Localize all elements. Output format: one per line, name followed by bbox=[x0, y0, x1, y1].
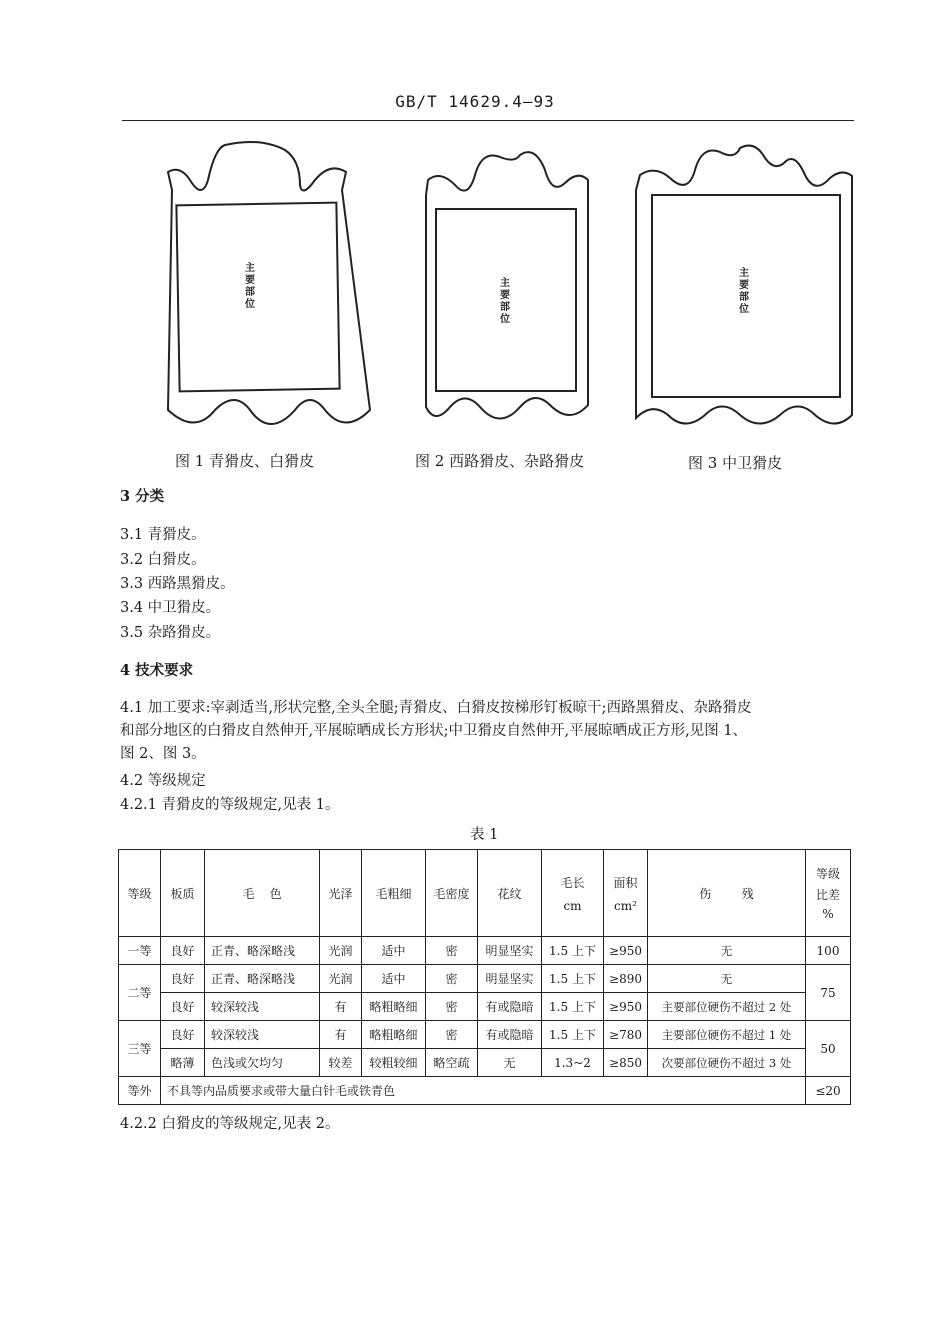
grade-cell: 三等 bbox=[119, 1021, 161, 1077]
board-cell: 良好 bbox=[161, 993, 205, 1021]
header-length-label: 毛长 bbox=[560, 875, 585, 890]
header-area bbox=[604, 850, 648, 937]
area-cell: ≥780 bbox=[604, 1021, 648, 1049]
pattern-cell: 有或隐暗 bbox=[478, 1021, 542, 1049]
paragraph-line: 和部分地区的白猾皮自然伸开,平展晾晒成长方形状;中卫猾皮自然伸开,平展晾晒成正方形,见图 1、 bbox=[120, 723, 748, 739]
header-rule bbox=[122, 120, 854, 121]
length-cell: 1.5 上下 bbox=[542, 937, 604, 965]
damage-cell: 次要部位硬伤不超过 3 处 bbox=[648, 1049, 806, 1077]
table-header-row bbox=[119, 850, 851, 937]
pattern-cell: 明显坚实 bbox=[478, 965, 542, 993]
length-cell: 1.3~2 bbox=[542, 1049, 604, 1077]
color-cell: 较深较浅 bbox=[205, 1021, 320, 1049]
length-cell: 1.5 上下 bbox=[542, 1021, 604, 1049]
figure-1-main-area bbox=[176, 203, 339, 392]
header-luster: 光泽 bbox=[320, 850, 362, 937]
length-cell: 1.5 上下 bbox=[542, 965, 604, 993]
header-board: 板质 bbox=[161, 850, 205, 937]
damage-cell: 无 bbox=[648, 965, 806, 993]
extra-description-cell: 不具等内品质要求或带大量白针毛或铁青色 bbox=[161, 1077, 806, 1105]
board-cell: 良好 bbox=[161, 1021, 205, 1049]
pattern-cell: 有或隐暗 bbox=[478, 993, 542, 1021]
luster-cell: 光润 bbox=[320, 937, 362, 965]
header-fineness: 毛粗细 bbox=[362, 850, 426, 937]
figure-3-label: 主 要 部 位 bbox=[739, 268, 749, 315]
section-3-item: 3.1 青猾皮。 bbox=[120, 527, 206, 543]
ratio-cell: 75 bbox=[806, 965, 851, 1021]
table-row bbox=[119, 1077, 851, 1105]
fineness-cell: 较粗较细 bbox=[362, 1049, 426, 1077]
fineness-cell: 略粗略细 bbox=[362, 993, 426, 1021]
density-cell: 密 bbox=[426, 1021, 478, 1049]
length-cell: 1.5 上下 bbox=[542, 993, 604, 1021]
header-ratio bbox=[806, 850, 851, 937]
color-cell: 正青、略深略浅 bbox=[205, 965, 320, 993]
section-3-item: 3.5 杂路猾皮。 bbox=[120, 625, 221, 641]
section-3-item: 3.3 西路黑猾皮。 bbox=[120, 576, 235, 592]
density-cell: 密 bbox=[426, 965, 478, 993]
color-cell: 正青、略深略浅 bbox=[205, 937, 320, 965]
pattern-cell: 无 bbox=[478, 1049, 542, 1077]
header-ratio-unit: % bbox=[822, 907, 834, 921]
damage-cell: 主要部位硬伤不超过 2 处 bbox=[648, 993, 806, 1021]
table-row bbox=[119, 993, 851, 1021]
section-4-heading: 4 技术要求 bbox=[120, 662, 194, 679]
header-pattern: 花纹 bbox=[478, 850, 542, 937]
section-4-2-heading: 4.2 等级规定 bbox=[120, 773, 206, 789]
area-cell: ≥850 bbox=[604, 1049, 648, 1077]
header-area-label: 面积 bbox=[613, 875, 638, 890]
area-cell: ≥950 bbox=[604, 937, 648, 965]
damage-cell: 主要部位硬伤不超过 1 处 bbox=[648, 1021, 806, 1049]
paragraph-line: 图 2、图 3。 bbox=[120, 746, 206, 762]
luster-cell: 有 bbox=[320, 993, 362, 1021]
header-ratio-label-2: 比差 bbox=[815, 888, 840, 902]
figure-2-caption: 图 2 西路猾皮、杂路猾皮 bbox=[415, 452, 585, 470]
board-cell: 良好 bbox=[161, 937, 205, 965]
grade-cell: 等外 bbox=[119, 1077, 161, 1105]
luster-cell: 较差 bbox=[320, 1049, 362, 1077]
luster-cell: 有 bbox=[320, 1021, 362, 1049]
section-4-2-1-heading: 4.2.1 青猾皮的等级规定,见表 1。 bbox=[120, 797, 340, 813]
header-density: 毛密度 bbox=[426, 850, 478, 937]
header-length-unit: cm bbox=[563, 898, 582, 913]
fineness-cell: 适中 bbox=[362, 937, 426, 965]
figure-3-caption: 图 3 中卫猾皮 bbox=[688, 454, 783, 472]
table-1-title: 表 1 bbox=[470, 827, 499, 843]
ratio-cell: 50 bbox=[806, 1021, 851, 1077]
board-cell: 略薄 bbox=[161, 1049, 205, 1077]
figure-1-caption: 图 1 青猾皮、白猾皮 bbox=[175, 452, 315, 470]
section-3-item: 3.2 白猾皮。 bbox=[120, 552, 206, 568]
table-row bbox=[119, 1049, 851, 1077]
header-ratio-label: 等级 bbox=[815, 867, 840, 881]
standard-code-header: GB/T 14629.4—93 bbox=[395, 92, 555, 111]
header-length bbox=[542, 850, 604, 937]
section-4-1-paragraph bbox=[120, 697, 855, 766]
table-row bbox=[119, 1021, 851, 1049]
figure-1-drawing bbox=[160, 140, 375, 440]
header-damage: 伤 残 bbox=[648, 850, 806, 937]
section-3-heading: 3 分类 bbox=[120, 488, 165, 505]
grade-table-1 bbox=[118, 849, 851, 1105]
table-row bbox=[119, 965, 851, 993]
figure-1-label: 主 要 部 位 bbox=[245, 263, 255, 310]
header-color: 毛 色 bbox=[205, 850, 320, 937]
table-row bbox=[119, 937, 851, 965]
density-cell: 密 bbox=[426, 993, 478, 1021]
area-cell: ≥950 bbox=[604, 993, 648, 1021]
damage-cell: 无 bbox=[648, 937, 806, 965]
header-grade: 等级 bbox=[119, 850, 161, 937]
density-cell: 略空疏 bbox=[426, 1049, 478, 1077]
density-cell: 密 bbox=[426, 937, 478, 965]
color-cell: 色浅或欠均匀 bbox=[205, 1049, 320, 1077]
area-cell: ≥890 bbox=[604, 965, 648, 993]
ratio-cell: 100 bbox=[806, 937, 851, 965]
luster-cell: 光润 bbox=[320, 965, 362, 993]
section-4-2-2-heading: 4.2.2 白猾皮的等级规定,见表 2。 bbox=[120, 1116, 340, 1132]
color-cell: 较深较浅 bbox=[205, 993, 320, 1021]
ratio-cell: ≤20 bbox=[806, 1077, 851, 1105]
paragraph-line: 4.1 加工要求:宰剥适当,形状完整,全头全腿;青猾皮、白猾皮按梯形钉板晾干;西路黑猾皮、杂路猾皮 bbox=[120, 700, 752, 716]
fineness-cell: 略粗略细 bbox=[362, 1021, 426, 1049]
grade-cell: 一等 bbox=[119, 937, 161, 965]
figure-2-label: 主 要 部 位 bbox=[500, 278, 510, 325]
grade-cell: 二等 bbox=[119, 965, 161, 1021]
header-area-unit: cm² bbox=[614, 898, 637, 913]
pattern-cell: 明显坚实 bbox=[478, 937, 542, 965]
section-3-item: 3.4 中卫猾皮。 bbox=[120, 600, 221, 616]
fineness-cell: 适中 bbox=[362, 965, 426, 993]
board-cell: 良好 bbox=[161, 965, 205, 993]
